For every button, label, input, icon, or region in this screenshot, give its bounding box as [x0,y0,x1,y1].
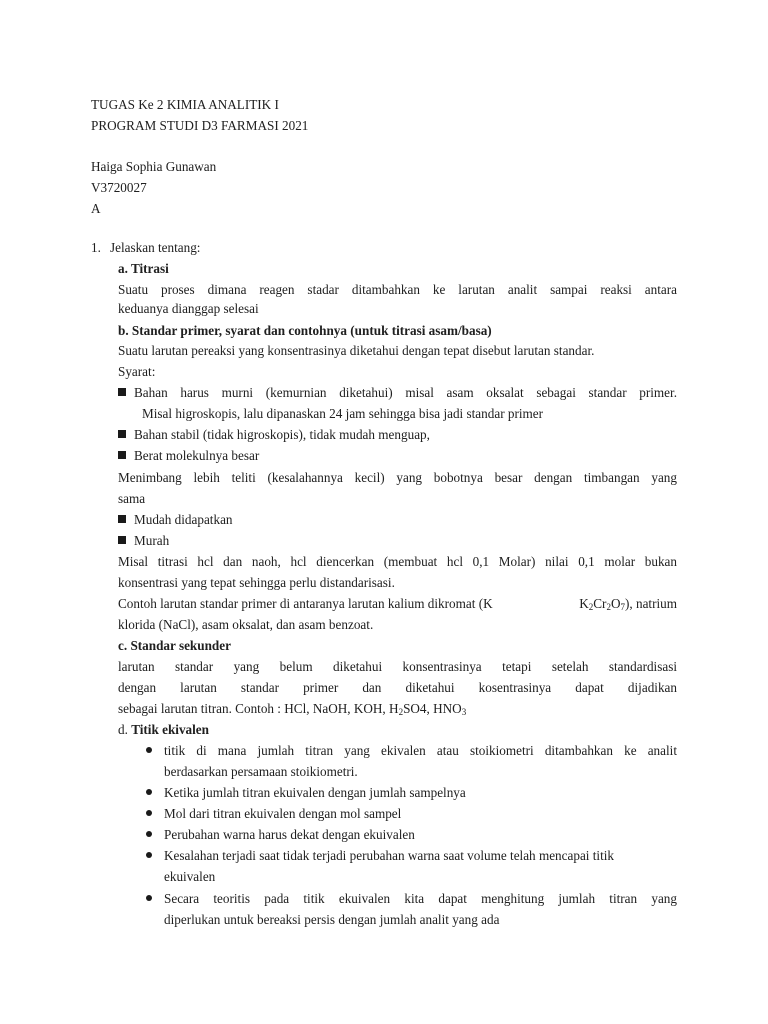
section-c-line-3: sebagai larutan titran. Contoh : HCl, NaOH, KOH, $H_2SO4$, $HNO_3$ [118,701,467,717]
equivalence-item: Secara teoritis pada titik ekuivalen kita dapat menghitung jumlah titran yang [164,891,677,906]
requirement-text: Bahan harus murni (kemurnian diketahui) misal asam oksalat sebagai standar primer. [134,385,677,400]
example-text: Contoh larutan standar primer di antaranya larutan kalium dikromat (K [118,596,493,611]
weighing-note-line-2: sama [118,491,146,506]
equivalence-item: Mol dari titran ekuivalen dengan mol sampel [164,806,402,821]
requirement-text: Berat molekulnya besar [134,448,260,463]
bullet-icon [146,852,152,858]
student-id: V3720027 [91,180,147,195]
requirement-item [118,509,233,530]
requirement-text: Bahan stabil (tidak higroskopis), tidak mudah menguap, [134,427,430,442]
bullet-icon [146,831,152,837]
requirement-text: Murah [134,533,170,548]
equivalence-item-continuation: ekuivalen [164,869,216,884]
requirement-text: Mudah didapatkan [134,512,233,527]
section-b-intro: Suatu larutan pereaksi yang konsentrasinya diketahui dengan tepat disebut larutan standar. [118,343,595,358]
assignment-title: TUGAS Ke 2 KIMIA ANALITIK I [91,97,279,112]
primary-standard-examples-line-2: klorida (NaCl), asam oksalat, dan asam benzoat. [118,617,374,632]
section-c-line-2: dengan larutan standar primer dan diketahui kosentrasinya dapat dijadikan [118,680,677,695]
square-bullet-icon [118,430,126,438]
section-a-line-1: Suatu proses dimana reagen stadar ditambahkan ke larutan analit sampai reaksi antara [118,282,677,297]
student-name: Haiga Sophia Gunawan [91,159,217,174]
square-bullet-icon [118,451,126,459]
square-bullet-icon [118,515,126,523]
titration-example-line-2: konsentrasi yang tepat sehingga perlu distandarisasi. [118,575,395,590]
requirement-item [118,424,430,445]
section-c-line-1: larutan standar yang belum diketahui konsentrasinya tetapi setelah standardisasi [118,659,677,674]
syarat-label: Syarat: [118,364,156,379]
square-bullet-icon [118,388,126,396]
titration-example-line-1: Misal titrasi hcl dan naoh, hcl diencerkan (membuat hcl 0,1 Molar) nilai 0,1 molar bukan [118,554,677,569]
section-a-line-2: keduanya dianggap selesai [118,301,259,316]
equivalence-item: titik di mana jumlah titran yang ekivalen atau stoikiometri ditambahkan ke analit [164,743,677,758]
requirement-continuation: Misal higroskopis, lalu dipanaskan 24 jam sehingga bisa jadi standar primer [142,406,544,421]
bullet-icon [146,895,152,901]
dichromate-formula: $K_2Cr_2O_7$), natrium [579,596,677,612]
equivalence-item: Kesalahan terjadi saat tidak terjadi perubahan warna saat volume telah mencapai titik [164,848,615,863]
student-class: A [91,201,101,216]
bullet-icon [146,747,152,753]
question-text: Jelaskan tentang: [110,240,201,255]
section-a-heading: a. Titrasi [118,261,169,276]
section-d-heading: d. Titik ekivalen [118,722,209,737]
equivalence-item: Perubahan warna harus dekat dengan ekuivalen [164,827,415,842]
weighing-note-line-1: Menimbang lebih teliti (kesalahannya kecil) yang bobotnya besar dengan timbangan yang [118,470,677,485]
primary-standard-examples-line-1 [118,593,677,614]
requirement-item [118,530,169,551]
question-number: 1. [91,240,101,255]
bullet-icon [146,810,152,816]
equivalence-item-continuation: diperlukan untuk bereaksi persis dengan jumlah analit yang ada [164,912,500,927]
square-bullet-icon [118,536,126,544]
section-b-heading: b. Standar primer, syarat dan contohnya (untuk titrasi asam/basa) [118,323,492,338]
program-title: PROGRAM STUDI D3 FARMASI 2021 [91,118,309,133]
bullet-icon [146,789,152,795]
equivalence-item: Ketika jumlah titran ekuivalen dengan jumlah sampelnya [164,785,466,800]
requirement-item [118,382,677,403]
section-c-heading: c. Standar sekunder [118,638,231,653]
equivalence-item-continuation: berdasarkan persamaan stoikiometri. [164,764,358,779]
requirement-item [118,445,259,466]
